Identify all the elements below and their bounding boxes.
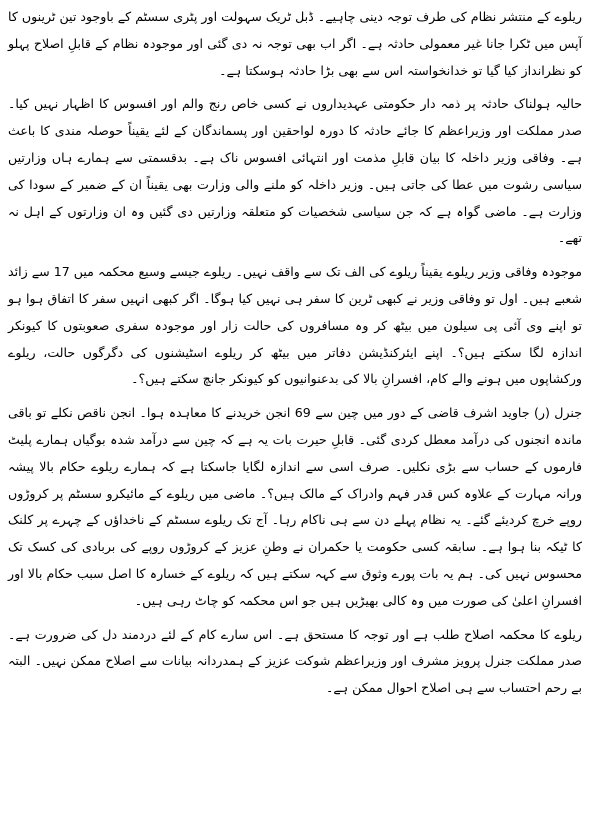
paragraph-3: موجودہ وفاقی وزیر ریلوے یقیناً ریلوے کی الف تک سے واقف نہیں۔ ریلوے جیسے وسیع محکمہ میں 17 سے زائد شعبے ہیں۔ اول تو وفاقی وزیر نے کبھی ٹرین کا سفر ہی نہیں کیا ہوگا۔ اگر کبھی انہیں سفر کا اتفاق ہوا ہو تو اپنے وی آئی پی سیلون میں بیٹھ کر وہ مسافروں کی حالت زار اور موجودہ سفری صعوبتوں کا کیونکر اندازہ لگا سکتے ہیں؟۔ اپنے ایئرکنڈیشن دفاتر میں بیٹھ کر ریلوے اسٹیشنوں کی دگرگوں حالت، ریلوے ورکشاپوں میں ہونے والے کام، افسرانِ بالا کی بدعنوانیوں کو کیونکر جانچ سکتے ہیں؟۔ xyxy=(8,264,582,387)
paragraph-1: ریلوے کے منتشر نظام کی طرف توجہ دینی چاہیے۔ ڈبل ٹریک سہولت اور پٹری سسٹم کے باوجود تین ٹرینوں کا آپس میں ٹکرا جانا غیر معمولی حادثہ ہے۔ اگر اب بھی توجہ نہ دی گئی اور موجودہ نظام کے قابلِ اصلاح پہلو کو نظرانداز کیا گیا تو خدانخواستہ اس سے بھی بڑا حادثہ ہوسکتا ہے۔ xyxy=(8,9,582,78)
paragraph-4: جنرل (ر) جاوید اشرف قاضی کے دور میں چین سے 69 انجن خریدنے کا معاہدہ ہوا۔ انجن ناقص نکلے تو باقی ماندہ انجنوں کی درآمد معطل کردی گئی۔ قابلِ حیرت بات یہ ہے کہ چین سے درآمد شدہ بوگیاں ہمارے پلیٹ فارموں کے حساب سے بڑی نکلیں۔ صرف اسی سے اندازہ لگایا جاسکتا ہے کہ ہمارے ریلوے حکام بالا پیشہ ورانہ مہارت کے علاوہ کس قدر فہم وادراک کے مالک ہیں؟۔ ماضی میں ریلوے کے مائیکرو سسٹم پر کروڑوں روپے خرچ کردیئے گئے۔ یہ نظام پہلے دن سے ہی ناکام رہا۔ آج تک ریلوے سسٹم کے ناخداؤں کے چہرے پر کلنک کا ٹیکہ بنا ہوا ہے۔ سابقہ کسی حکومت یا حکمران نے وطنِ عزیز کے کروڑوں روپے کی بربادی کی کسک تک محسوس نہیں کی۔ ہم یہ بات پورے وثوق سے کہہ سکتے ہیں کہ ریلوے کے خسارہ کا اصل سبب حکام بالا اور افسرانِ اعلیٰ کی صورت میں وہ کالی بھیڑیں ہیں جو اس محکمہ کو چاٹ رہی ہیں۔ xyxy=(8,405,582,608)
paragraph-5: ریلوے کا محکمہ اصلاح طلب ہے اور توجہ کا مستحق ہے۔ اس سارے کام کے لئے دردمند دل کی ضرورت ہے۔ صدر مملکت جنرل پرویز مشرف اور وزیراعظم شوکت عزیز کے ہمدردانہ بیانات سے اصلاح ممکن نہیں۔ البتہ بے رحم احتساب سے ہی اصلاح احوال ممکن ہے۔ xyxy=(8,626,582,696)
paragraph-2: حالیہ ہولناک حادثہ پر ذمہ دار حکومتی عہدیداروں نے کسی خاص رنج والم اور افسوس کا اظہار نہیں کیا۔ صدر مملکت اور وزیراعظم کا جائے حادثہ کا دورہ لواحقین اور پسماندگان کے لئے یقیناً حوصلہ مندی کا باعث ہے۔ وفاقی وزیر داخلہ کا بیان قابلِ مذمت اور انتہائی افسوس ناک ہے۔ بدقسمتی سے ہمارے ہاں وزارتیں سیاسی رشوت میں عطا کی جاتی ہیں۔ وزیر داخلہ کو ملنے والی وزارت بھی یقیناً ان کے ضمیر کے سودا کی وزارت ہے۔ ماضی گواہ ہے کہ جن سیاسی شخصیات کو متعلقہ وزارتیں دی گئیں وہ ان وزارتوں کے اہل نہ تھے۔ xyxy=(8,96,582,246)
